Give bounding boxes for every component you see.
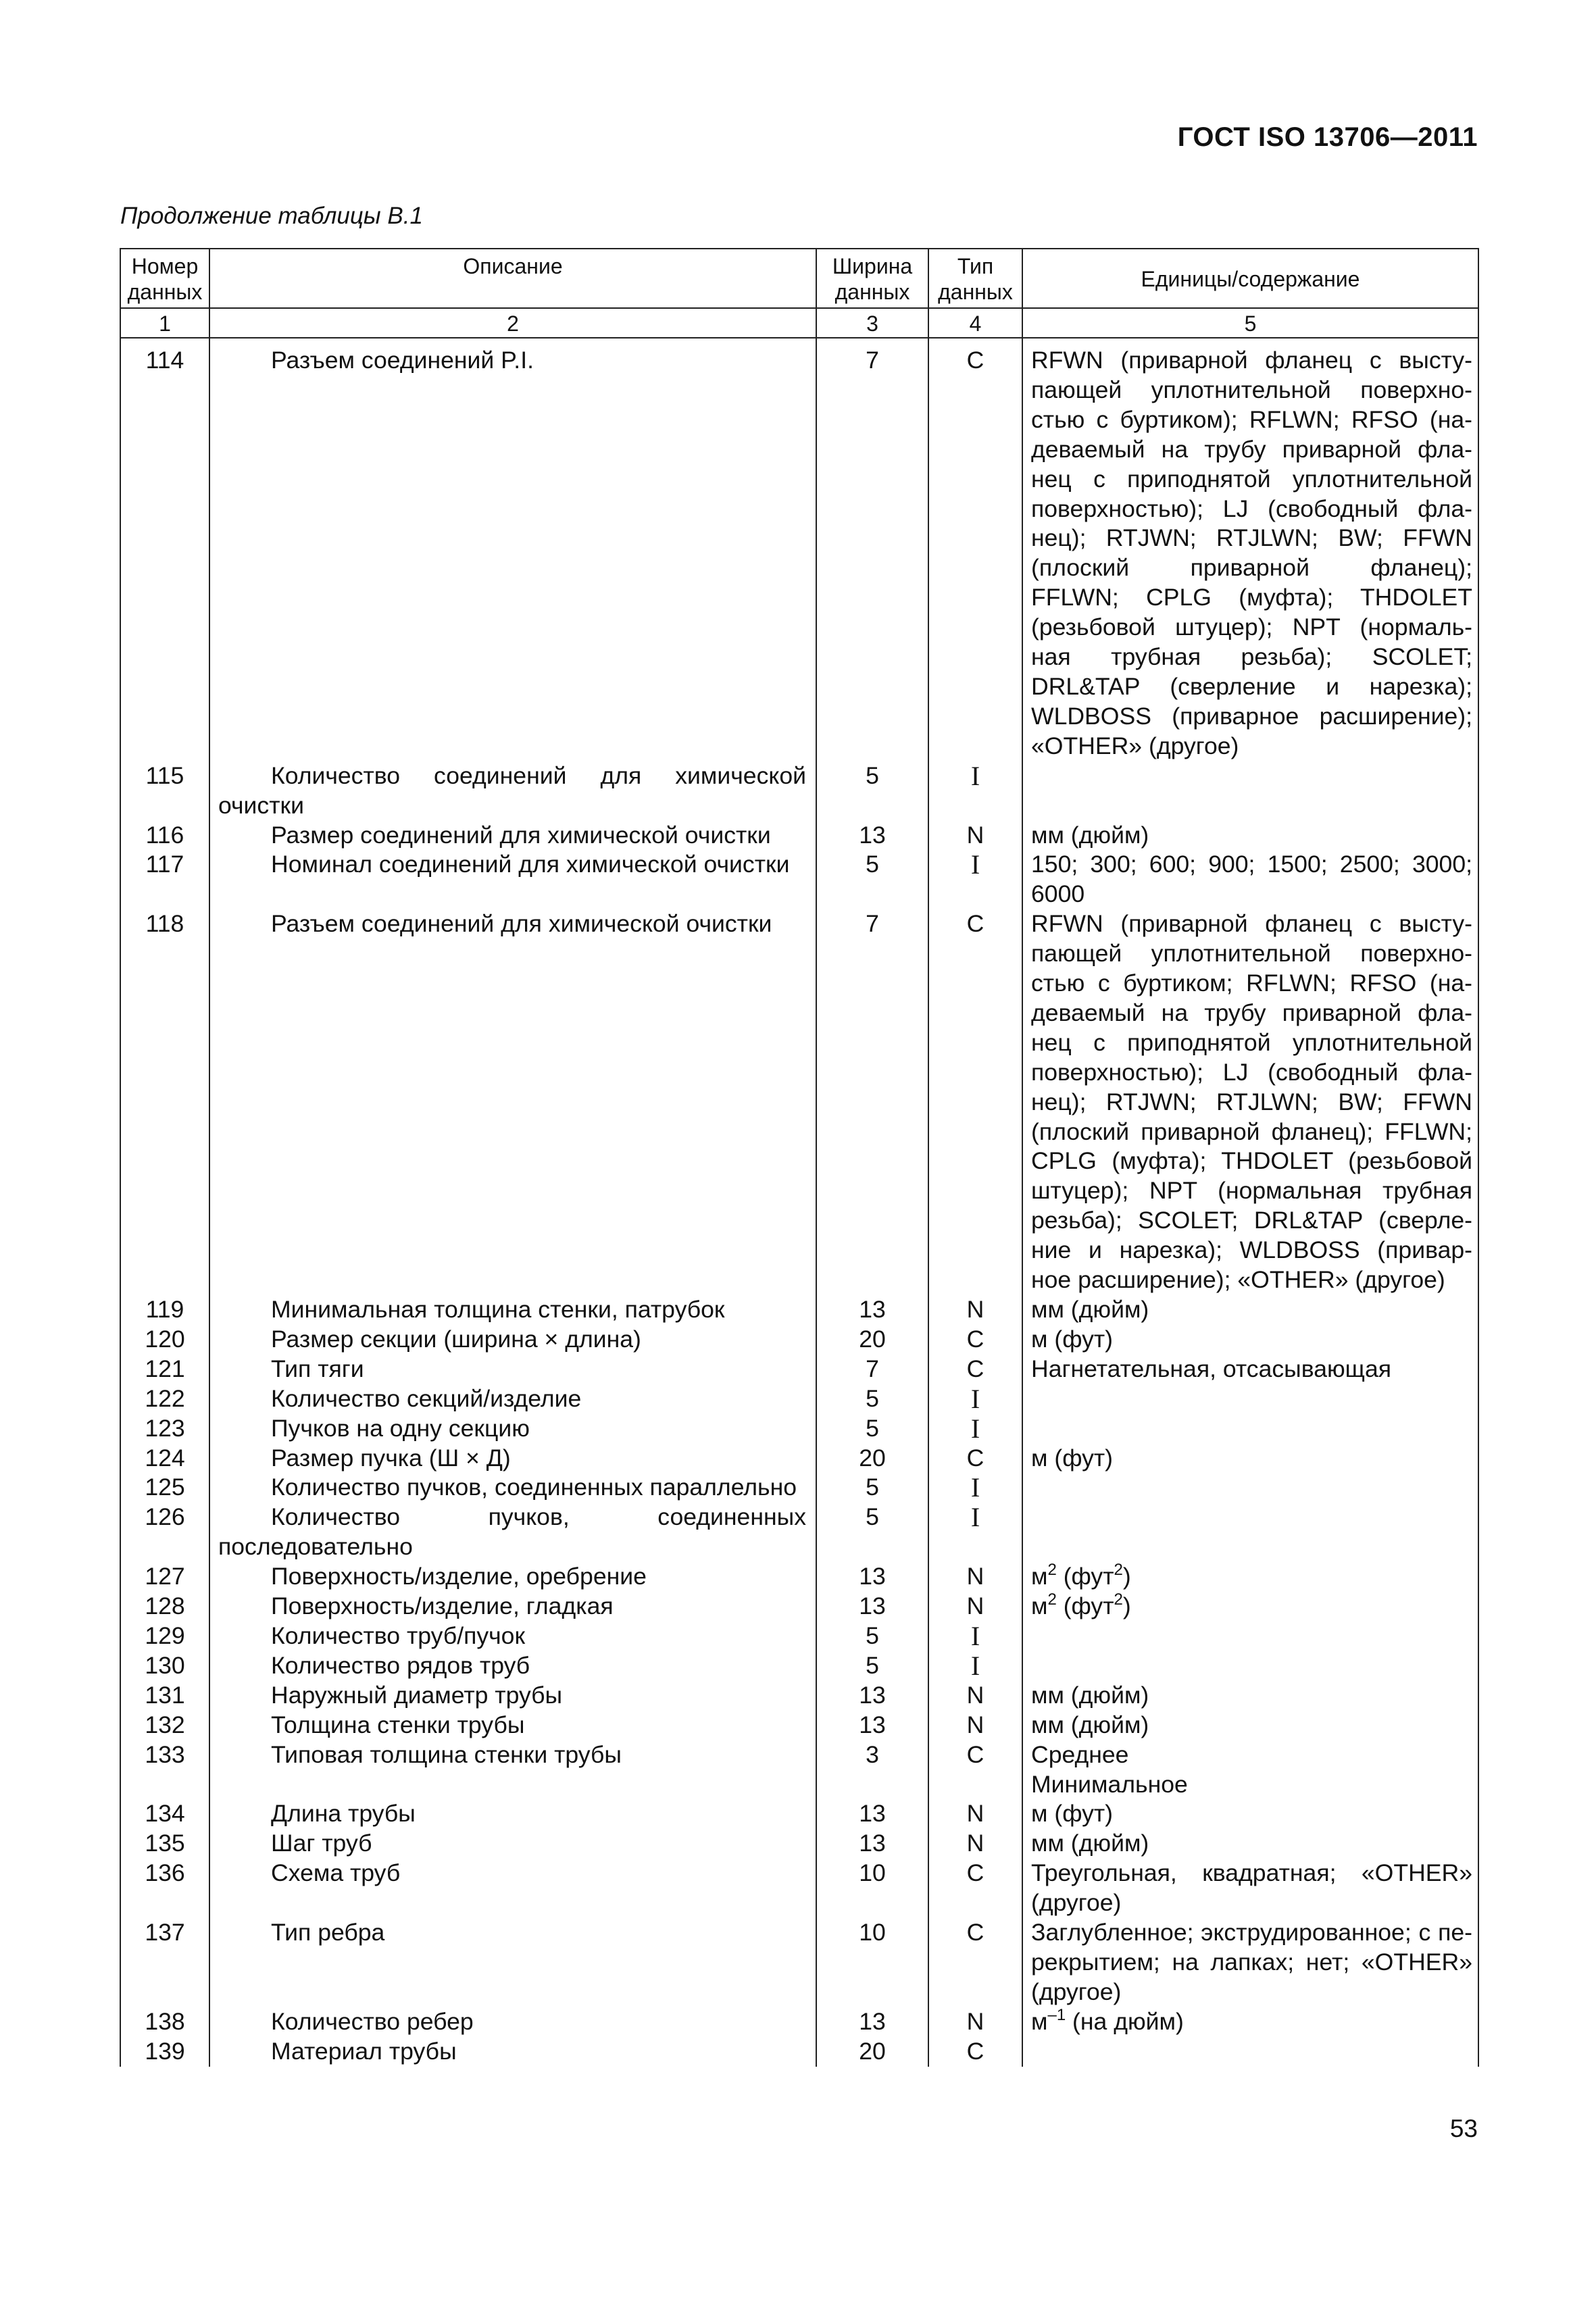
row-units [1022, 1651, 1478, 1681]
row-units [1022, 1740, 1478, 1800]
units-line: пающей уплотнительной поверхно- [1031, 376, 1472, 403]
row-width: 20 [816, 1444, 928, 1474]
row-type: N [928, 1295, 1022, 1325]
row-number: 122 [120, 1384, 209, 1414]
row-type: N [928, 1681, 1022, 1711]
units-line: штуцер); NPT (нормальная трубная [1031, 1177, 1472, 1205]
row-width: 13 [816, 1681, 928, 1711]
row-type: C [928, 2037, 1022, 2067]
row-description: Количество пучков, соединенных параллельно [209, 1473, 816, 1503]
table-body [120, 341, 1478, 2067]
row-width: 7 [816, 341, 928, 761]
units-line: Минимальное [1031, 1770, 1188, 1798]
row-description: Схема труб [209, 1859, 816, 1918]
units-line: нец); RTJWN; RTJLWN; BW; FFWN [1031, 524, 1472, 552]
row-description: Количество рядов труб [209, 1651, 816, 1681]
row-width: 5 [816, 850, 928, 909]
table-row [120, 1918, 1478, 2007]
row-width: 13 [816, 1711, 928, 1740]
data-table [120, 248, 1478, 2067]
row-number: 135 [120, 1829, 209, 1859]
table-row [120, 1473, 1478, 1503]
row-units [1022, 1592, 1478, 1621]
row-type: C [928, 909, 1022, 1295]
units-line: WLDBOSS (приварное расширение); [1031, 702, 1472, 730]
unit-superscript: 2 [1114, 1590, 1123, 1609]
table-caption: Продолжение таблицы В.1 [120, 203, 423, 229]
row-width: 5 [816, 761, 928, 821]
row-number: 137 [120, 1918, 209, 2007]
row-description: Количество секций/изделие [209, 1384, 816, 1414]
units-line: рекрытием; на лапках; нет; «OTHER» [1031, 1948, 1472, 1976]
row-width: 13 [816, 1799, 928, 1829]
units-line: мм (дюйм) [1031, 1681, 1149, 1709]
row-number: 133 [120, 1740, 209, 1800]
row-width: 13 [816, 1829, 928, 1859]
row-units [1022, 1355, 1478, 1384]
row-width: 5 [816, 1384, 928, 1414]
row-number: 118 [120, 909, 209, 1295]
row-description: Поверхность/изделие, оребрение [209, 1562, 816, 1592]
unit-text: (на дюйм) [1066, 2007, 1184, 2035]
table-row [120, 1651, 1478, 1681]
table-row [120, 1740, 1478, 1800]
units-line: Заглубленное; экструдированное; с пе- [1031, 1919, 1472, 1946]
units-line: RFWN (приварной фланец с высту- [1031, 347, 1472, 374]
table-row [120, 909, 1478, 1295]
row-units [1022, 1829, 1478, 1859]
units-line: пающей уплотнительной поверхно- [1031, 940, 1472, 967]
row-width: 7 [816, 909, 928, 1295]
units-line: FFLWN; CPLG (муфта); THDOLET [1031, 584, 1472, 611]
units-line: CPLG (муфта); THDOLET (резьбовой [1031, 1147, 1472, 1175]
row-number: 138 [120, 2007, 209, 2037]
unit-superscript: 2 [1114, 1561, 1123, 1580]
row-type: I [928, 850, 1022, 909]
table-row [120, 341, 1478, 761]
row-type: N [928, 1562, 1022, 1592]
header-description: Описание [209, 249, 816, 308]
row-number: 136 [120, 1859, 209, 1918]
table-row [120, 1444, 1478, 1474]
row-description: Типовая толщина стенки трубы [209, 1740, 816, 1800]
row-description: Длина трубы [209, 1799, 816, 1829]
table-row [120, 1621, 1478, 1651]
header-number: Номер данных [120, 249, 209, 308]
units-line: стью с буртиком; RFLWN; RFSO (на- [1031, 970, 1472, 997]
units-line: м (фут) [1031, 1800, 1113, 1828]
units-line: (резьбовой штуцер); NPT (нормаль- [1031, 613, 1472, 641]
row-type: N [928, 1592, 1022, 1621]
row-number: 126 [120, 1503, 209, 1562]
row-type: N [928, 2007, 1022, 2037]
units-line: (плоский приварной фланец); FFLWN; [1031, 1117, 1472, 1145]
column-number: 1 [120, 308, 209, 338]
units-line: поверхностью); LJ (свободный фла- [1031, 1058, 1472, 1086]
row-units [1022, 1444, 1478, 1474]
row-type: I [928, 1621, 1022, 1651]
table-row [120, 2037, 1478, 2067]
units-line: DRL&TAP (сверление и нарезка); [1031, 672, 1472, 700]
row-width: 13 [816, 1592, 928, 1621]
units-line: (другое) [1031, 1978, 1122, 2005]
row-description: Наружный диаметр трубы [209, 1681, 816, 1711]
column-number-row [120, 308, 1478, 338]
row-description: Поверхность/изделие, гладкая [209, 1592, 816, 1621]
units-line: мм (дюйм) [1031, 1830, 1149, 1857]
row-units [1022, 1859, 1478, 1918]
row-description: Количество труб/пучок [209, 1621, 816, 1651]
units-line: RFWN (приварной фланец с высту- [1031, 910, 1472, 938]
unit-text: (фут [1056, 1563, 1114, 1590]
row-units [1022, 2007, 1478, 2037]
units-line: резьба); SCOLET; DRL&TAP (сверле- [1031, 1207, 1472, 1234]
row-description: Материал трубы [209, 2037, 816, 2067]
row-width: 5 [816, 1503, 928, 1562]
units-line: Треугольная, квадратная; «OTHER» [1031, 1859, 1472, 1887]
unit-text: ) [1122, 1563, 1131, 1590]
row-number: 116 [120, 821, 209, 851]
units-line: мм (дюйм) [1031, 821, 1149, 849]
table-row [120, 1592, 1478, 1621]
row-type: I [928, 761, 1022, 821]
row-description: Пучков на одну секцию [209, 1414, 816, 1444]
table-row [120, 850, 1478, 909]
row-width: 10 [816, 1859, 928, 1918]
header-type: Тип данных [928, 249, 1022, 308]
units-line: стью с буртиком); RFLWN; RFSO (на- [1031, 405, 1472, 433]
row-type: N [928, 1711, 1022, 1740]
table-row [120, 1325, 1478, 1355]
unit-text: м [1031, 1592, 1048, 1620]
row-units [1022, 1384, 1478, 1414]
row-number: 120 [120, 1325, 209, 1355]
row-width: 5 [816, 1473, 928, 1503]
row-number: 125 [120, 1473, 209, 1503]
table-row [120, 1799, 1478, 1829]
units-line: 6000 [1031, 880, 1085, 908]
row-width: 13 [816, 821, 928, 851]
row-type: C [928, 1444, 1022, 1474]
row-type: C [928, 1918, 1022, 2007]
units-line: деваемый на трубу приварной фла- [1031, 435, 1472, 463]
table-row [120, 821, 1478, 851]
column-number: 5 [1022, 308, 1478, 338]
table-row [120, 1859, 1478, 1918]
row-number: 129 [120, 1621, 209, 1651]
row-type: N [928, 821, 1022, 851]
row-number: 115 [120, 761, 209, 821]
unit-superscript: –1 [1047, 2005, 1066, 2024]
unit-superscript: 2 [1047, 1590, 1057, 1609]
row-width: 10 [816, 1918, 928, 2007]
row-description: Размер секции (ширина × длина) [209, 1325, 816, 1355]
row-width: 20 [816, 1325, 928, 1355]
page-number: 53 [1449, 2115, 1478, 2142]
column-number: 4 [928, 308, 1022, 338]
row-description: Количество соединений для химической очистки [209, 761, 816, 821]
unit-text: (фут [1056, 1592, 1114, 1620]
row-units [1022, 1503, 1478, 1562]
table-row [120, 1711, 1478, 1740]
units-line: (плоский приварной фланец); [1031, 554, 1472, 582]
row-units [1022, 1473, 1478, 1503]
row-description: Тип тяги [209, 1355, 816, 1384]
row-number: 114 [120, 341, 209, 761]
row-type: C [928, 1740, 1022, 1800]
row-description: Разъем соединений для химической очистки [209, 909, 816, 1295]
row-number: 132 [120, 1711, 209, 1740]
unit-text: м [1031, 1563, 1048, 1590]
row-number: 128 [120, 1592, 209, 1621]
table-row [120, 1503, 1478, 1562]
units-line: мм (дюйм) [1031, 1296, 1149, 1323]
row-number: 134 [120, 1799, 209, 1829]
column-number: 2 [209, 308, 816, 338]
row-type: I [928, 1473, 1022, 1503]
units-line: (другое) [1031, 1889, 1122, 1917]
row-number: 119 [120, 1295, 209, 1325]
row-description: Тип ребра [209, 1918, 816, 2007]
row-width: 5 [816, 1414, 928, 1444]
units-line: мм (дюйм) [1031, 1711, 1149, 1738]
row-width: 3 [816, 1740, 928, 1800]
units-line: ная трубная резьба); SCOLET; [1031, 643, 1472, 671]
document-header: ГОСТ ISO 13706—2011 [1177, 122, 1478, 152]
units-line: Нагнетательная, отсасывающая [1031, 1355, 1392, 1382]
row-units [1022, 1918, 1478, 2007]
row-type: I [928, 1384, 1022, 1414]
row-width: 13 [816, 1295, 928, 1325]
row-number: 130 [120, 1651, 209, 1681]
table-row [120, 1562, 1478, 1592]
row-units [1022, 1621, 1478, 1651]
units-line: Среднее [1031, 1740, 1129, 1768]
row-description: Размер соединений для химической очистки [209, 821, 816, 851]
units-line: деваемый на трубу приварной фла- [1031, 999, 1472, 1026]
row-units [1022, 850, 1478, 909]
table-row [120, 1384, 1478, 1414]
row-description: Номинал соединений для химической очистки [209, 850, 816, 909]
row-units [1022, 1295, 1478, 1325]
table-header-row [120, 249, 1478, 308]
row-units [1022, 341, 1478, 761]
row-number: 124 [120, 1444, 209, 1474]
table-row [120, 761, 1478, 821]
column-number: 3 [816, 308, 928, 338]
units-line: ние и нарезка); WLDBOSS (привар- [1031, 1236, 1472, 1264]
table-row [120, 1414, 1478, 1444]
row-width: 7 [816, 1355, 928, 1384]
row-units [1022, 2037, 1478, 2067]
row-units [1022, 909, 1478, 1295]
row-type: C [928, 1325, 1022, 1355]
table-row [120, 2007, 1478, 2037]
row-description: Минимальная толщина стенки, патрубок [209, 1295, 816, 1325]
row-units [1022, 1562, 1478, 1592]
units-line: нец); RTJWN; RTJLWN; BW; FFWN [1031, 1088, 1472, 1115]
row-type: C [928, 1859, 1022, 1918]
row-type: N [928, 1829, 1022, 1859]
row-number: 123 [120, 1414, 209, 1444]
row-type: C [928, 1355, 1022, 1384]
header-units: Единицы/содержание [1022, 249, 1478, 308]
row-type: I [928, 1503, 1022, 1562]
units-line: «OTHER» (другое) [1031, 732, 1239, 759]
row-type: C [928, 341, 1022, 761]
row-number: 117 [120, 850, 209, 909]
units-line: м (фут) [1031, 1444, 1113, 1472]
units-line: нец с приподнятой уплотнительной [1031, 465, 1472, 493]
row-units [1022, 1325, 1478, 1355]
row-width: 13 [816, 2007, 928, 2037]
row-description: Количество пучков, соединенных последовательно [209, 1503, 816, 1562]
row-type: I [928, 1414, 1022, 1444]
row-width: 20 [816, 2037, 928, 2067]
header-width: Ширина данных [816, 249, 928, 308]
row-units [1022, 1681, 1478, 1711]
table-row [120, 1829, 1478, 1859]
row-number: 121 [120, 1355, 209, 1384]
row-units [1022, 1799, 1478, 1829]
table-row [120, 1355, 1478, 1384]
row-description: Шаг труб [209, 1829, 816, 1859]
row-number: 127 [120, 1562, 209, 1592]
row-type: I [928, 1651, 1022, 1681]
unit-text: м [1031, 2007, 1048, 2035]
unit-superscript: 2 [1047, 1561, 1057, 1580]
units-line: 150; 300; 600; 900; 1500; 2500; 3000; [1031, 851, 1472, 878]
row-width: 5 [816, 1621, 928, 1651]
row-units [1022, 1711, 1478, 1740]
row-width: 5 [816, 1651, 928, 1681]
row-width: 13 [816, 1562, 928, 1592]
unit-text: ) [1122, 1592, 1131, 1620]
row-number: 139 [120, 2037, 209, 2067]
row-type: N [928, 1799, 1022, 1829]
row-description: Размер пучка (Ш × Д) [209, 1444, 816, 1474]
units-line: м (фут) [1031, 1325, 1113, 1353]
row-number: 131 [120, 1681, 209, 1711]
row-units [1022, 1414, 1478, 1444]
row-description: Количество ребер [209, 2007, 816, 2037]
row-description: Разъем соединений P.I. [209, 341, 816, 761]
row-units [1022, 821, 1478, 851]
row-description: Толщина стенки трубы [209, 1711, 816, 1740]
table-row [120, 1681, 1478, 1711]
units-line: поверхностью); LJ (свободный фла- [1031, 495, 1472, 522]
units-line: нец с приподнятой уплотнительной [1031, 1028, 1472, 1056]
row-units [1022, 761, 1478, 821]
table-row [120, 1295, 1478, 1325]
units-line: ное расширение); «OTHER» (другое) [1031, 1266, 1445, 1294]
